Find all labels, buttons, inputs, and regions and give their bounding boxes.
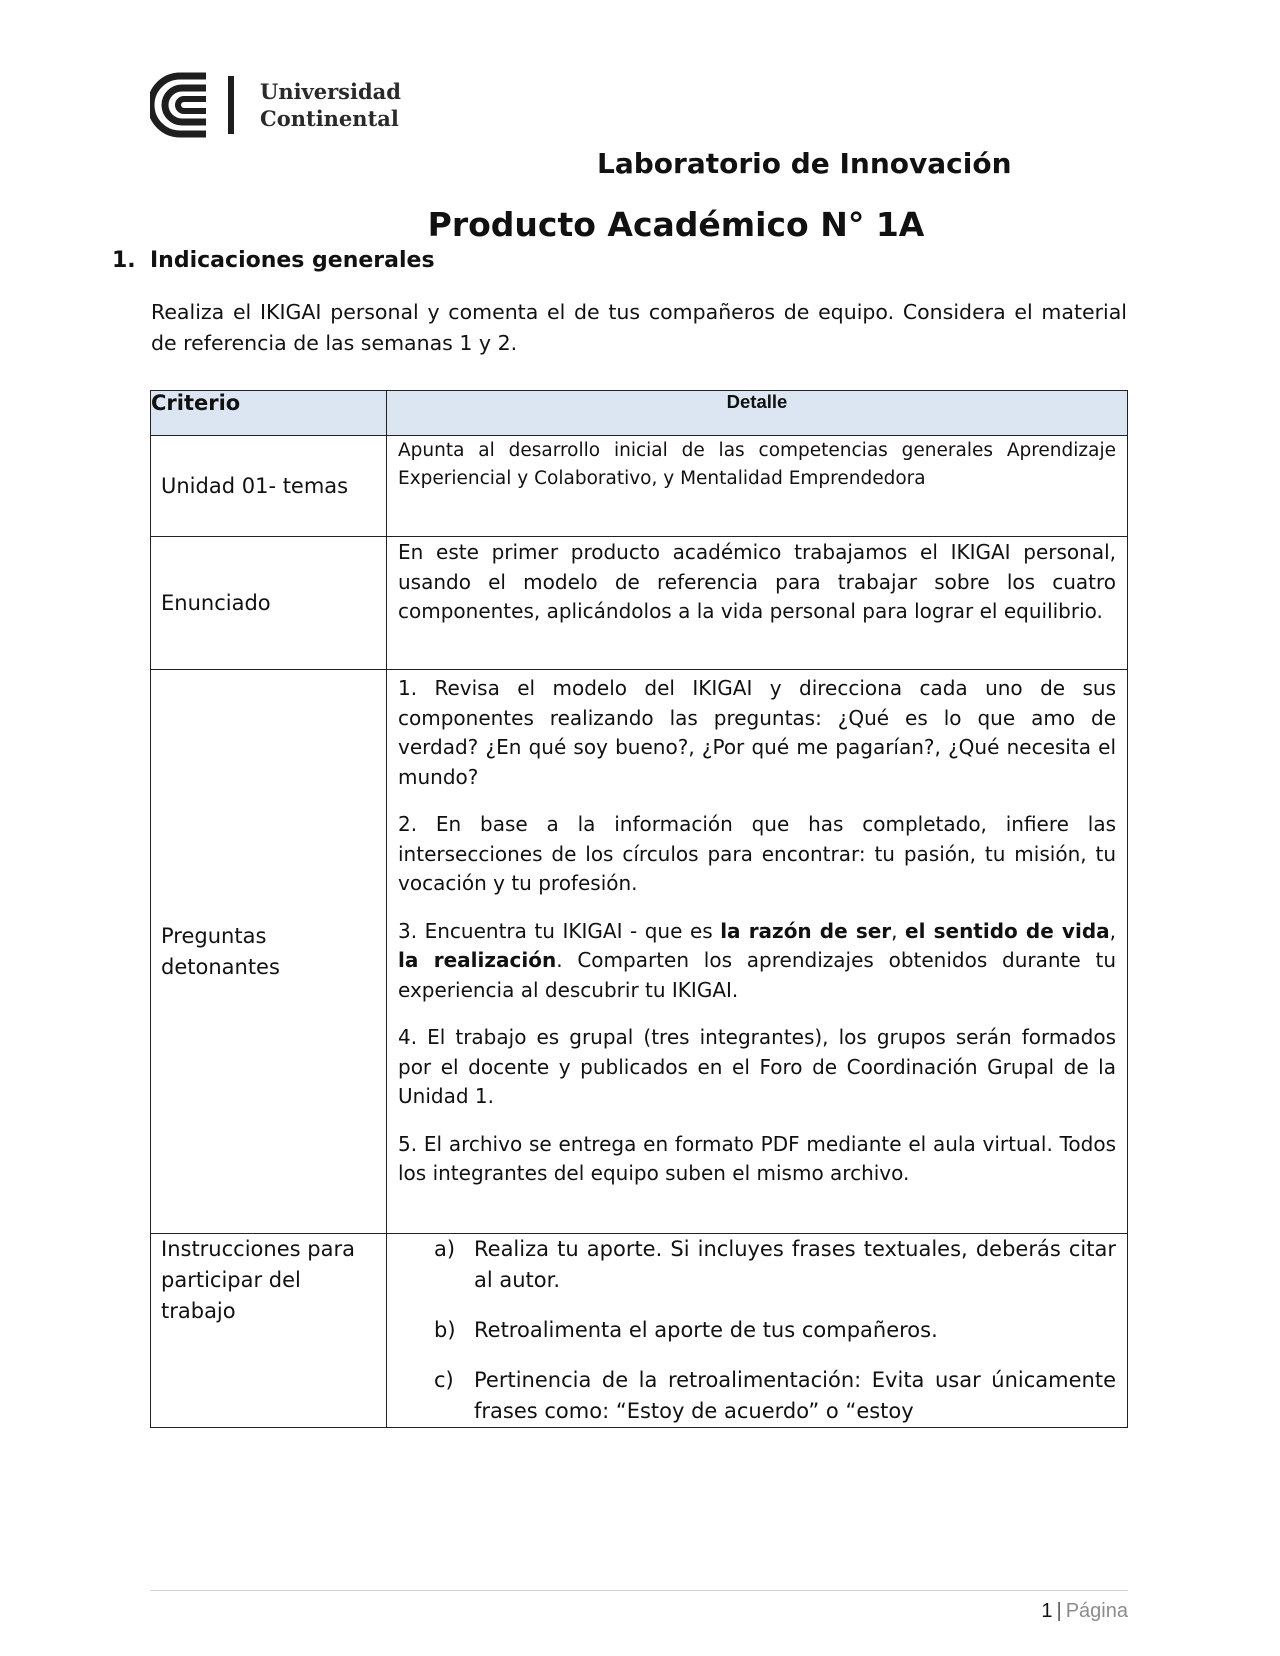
list-marker: a) [434,1237,456,1261]
list-item-text: Retroalimenta el aporte de tus compañeros. [474,1318,938,1342]
logo-line-1: Universidad [260,79,401,104]
page-label: Página [1065,1600,1128,1622]
pregunta-3-bold-1: la razón de ser [720,918,892,943]
section-title: Indicaciones generales [150,248,435,273]
pregunta-3-sep-2: , [1109,918,1116,943]
university-logo [150,72,410,144]
list-item [398,1234,1116,1296]
university-logo-mark-icon [150,72,250,138]
section-number: 1. [112,248,136,273]
page-footer [1041,1600,1128,1623]
table-header-row [151,391,1128,436]
row-detail-unidad: Apunta al desarrollo inicial de las competencias generales Aprendizaje Experiencial y Colaborativo, y Mentalidad Emprendedora [398,440,1116,489]
list-item-text: Pertinencia de la retroalimentación: Evita usar únicamente frases como: “Estoy de acuerdo” o “estoy [474,1368,1116,1423]
logo-line-2: Continental [260,106,399,131]
page-number: 1 [1041,1600,1053,1622]
row-label-unidad: Unidad 01- temas [161,473,349,498]
header-criterio: Criterio [151,391,387,436]
pregunta-3-end: . Comparten los aprendizajes obtenidos durante tu experiencia al descubrir tu IKIGAI. [398,948,1116,1002]
pregunta-3-start: 3. Encuentra tu IKIGAI - que es [398,918,721,943]
university-logo-text [260,78,401,132]
table-row-unidad [151,436,1128,537]
row-label-instrucciones: Instrucciones para participar del trabajo [161,1237,355,1323]
pregunta-4: 4. El trabajo es grupal (tres integrantes), los grupos serán formados por el docente y publicados en el Foro de Coordinación Grupal de la Unidad 1. [398,1025,1116,1108]
footer-divider [150,1590,1128,1591]
criteria-table [150,390,1128,1428]
section-heading [112,248,435,273]
footer-separator: | [1056,1600,1062,1622]
table-row-preguntas [151,670,1128,1234]
instructions-list [398,1234,1116,1427]
pregunta-2: 2. En base a la información que has completado, infiere las intersecciones de los círculos para encontrar: tu pasión, tu misión, tu vocación y tu profesión. [398,812,1116,895]
list-marker: c) [434,1368,454,1392]
row-detail-preguntas [387,670,1127,1189]
page-title: Producto Académico N° 1A [427,205,925,244]
table-row-instrucciones [151,1234,1128,1428]
pregunta-1: 1. Revisa el modelo del IKIGAI y direcciona cada uno de sus componentes realizando las preguntas: ¿Qué es lo que amo de verdad? ¿En qué soy bueno?, ¿Por qué me pagarían?, ¿Qué necesita el mundo? [398,676,1116,789]
pregunta-3-bold-3: la realización [398,948,557,972]
row-label-enunciado: Enunciado [161,590,271,615]
row-label-preguntas: Preguntas detonantes [161,923,280,979]
pregunta-3-bold-2: el sentido de vida [905,918,1110,943]
lab-title: Laboratorio de Innovación [597,147,1012,180]
pregunta-5: 5. El archivo se entrega en formato PDF mediante el aula virtual. Todos los integrantes del equipo suben el mismo archivo. [398,1131,1116,1185]
list-item-text: Realiza tu aporte. Si incluyes frases textuales, deberás citar al autor. [474,1237,1116,1292]
header-detalle: Detalle [387,391,1128,436]
table-row-enunciado [151,537,1128,670]
intro-paragraph: Realiza el IKIGAI personal y comenta el de tus compañeros de equipo. Considera el material de referencia de las semanas 1 y 2. [151,300,1127,355]
pregunta-3 [398,917,1116,1006]
pregunta-3-sep-1: , [891,918,906,943]
row-detail-enunciado: En este primer producto académico trabajamos el IKIGAI personal, usando el modelo de referencia para trabajar sobre los cuatro componentes, aplicándolos a la vida personal para lograr el equilibrio. [398,540,1116,623]
list-marker: b) [434,1318,456,1342]
list-item [398,1315,1116,1346]
list-item [398,1365,1116,1427]
